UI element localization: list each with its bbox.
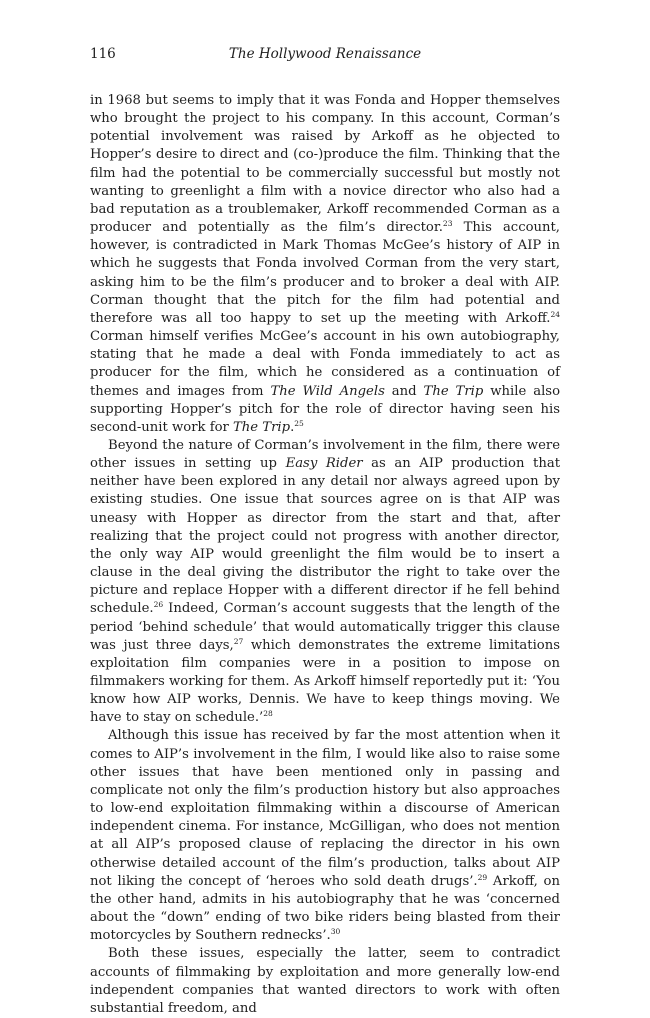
paragraph-1 bbox=[90, 92, 560, 437]
footnote-ref-30: 30 bbox=[330, 927, 341, 937]
text-run: Although this issue has received by far the most attention when it comes to AIP’s involvement in the film, I would like also to raise some other issues that have been mentioned only in passing and complicate not only the film’s production history but also approaches to low-end exploitation filmmaking within a discourse of American independent cinema. For instance, McGilligan, who does not mention at all AIP’s proposed clause of replacing the director in his own otherwise detailed account of the film’s production, talks about AIP not liking the concept of ‘heroes who sold death drugs’. bbox=[90, 728, 560, 889]
footnote-ref-24: 24 bbox=[550, 309, 560, 319]
footnote-ref-23: 23 bbox=[442, 219, 453, 229]
text-run: while also supporting Hopper’s pitch for the role of director having seen his second-unit work for bbox=[90, 383, 561, 435]
body-text bbox=[90, 92, 560, 1018]
paragraph-4 bbox=[90, 945, 560, 1018]
paragraph-3 bbox=[90, 727, 560, 945]
film-title-the-trip: The Trip bbox=[423, 383, 484, 399]
page-header bbox=[90, 46, 560, 66]
footnote-ref-27: 27 bbox=[233, 636, 244, 646]
text-run: Arkoff, on the other hand, admits in his autobiography that he was ‘concerned about the “down” ending of two bike riders being blasted from their motorcycles by Southern rednecks’. bbox=[90, 873, 560, 944]
page-number: 116 bbox=[90, 46, 116, 62]
text-run: Corman himself verifies McGee’s account in his own autobiography, stating that he made a deal with Fonda immediately to act as producer for the film, which he considered as a continuation of themes and images from bbox=[90, 329, 560, 399]
text-run: as an AIP production that neither have been explored in any detail nor always agreed upon by existing studies. One issue that sources agree on is that AIP was uneasy with Hopper as director from the start and that, after realizing that the project could not progress with another director, the only way AIP would greenlight the film would be to insert a clause in the deal giving the distributor the right to take over the picture and replace Hopper with a different director if he fell behind schedule. bbox=[90, 456, 560, 617]
text-run: which demonstrates the extreme limitations exploitation film companies were in a position to impose on filmmakers working for them. As Arkoff himself reportedly put it: ‘You know how AIP works, Dennis. We have to keep things moving. We have to stay on schedule.’ bbox=[90, 637, 560, 726]
footnote-ref-26: 26 bbox=[153, 600, 164, 610]
text-run: Indeed, Corman’s account suggests that the length of the period ‘behind schedule’ that would automatically trigger this clause was just three days, bbox=[90, 601, 560, 653]
text-run: and bbox=[384, 383, 424, 399]
footnote-ref-28: 28 bbox=[263, 709, 273, 719]
footnote-ref-25: 25 bbox=[294, 418, 304, 428]
film-title-the-trip: The Trip bbox=[233, 419, 291, 435]
running-head: The Hollywood Renaissance bbox=[228, 46, 422, 62]
text-run: Beyond the nature of Corman’s involvement in the film, there were other issues in setting up bbox=[90, 437, 560, 472]
film-title-the-wild-angels: The Wild Angels bbox=[270, 383, 385, 399]
paragraph-2 bbox=[90, 437, 560, 728]
footnote-ref-29: 29 bbox=[477, 872, 488, 882]
text-run: Both these issues, especially the latter, seem to contradict accounts of filmmaking by exploitation and more generally low-end independent companies that wanted directors to work with often substantial freedom, and bbox=[90, 946, 560, 1016]
text-run: This account, however, is contradicted in Mark Thomas McGee’s history of AIP in which he suggests that Fonda involved Corman from the very start, asking him to be the film’s producer and to broker a deal with AIP. Corman thought that the pitch for the film had potential and therefore was all too happy to set up the meeting with Arkoff. bbox=[90, 220, 560, 326]
text-run: in 1968 but seems to imply that it was Fonda and Hopper themselves who brought the project to his company. In this account, Corman’s potential involvement was raised by Arkoff as he objected to Hopper’s desire to direct and (co-)produce the film. Thinking that the film had the potential to be commercially successful but mostly not wanting to greenlight a film with a novice director who also had a bad reputation as a troublemaker, Arkoff recommended Corman as a producer and potentially as the film’s director. bbox=[90, 93, 560, 236]
text-run: . bbox=[290, 419, 295, 435]
film-title-easy-rider: Easy Rider bbox=[285, 456, 363, 472]
